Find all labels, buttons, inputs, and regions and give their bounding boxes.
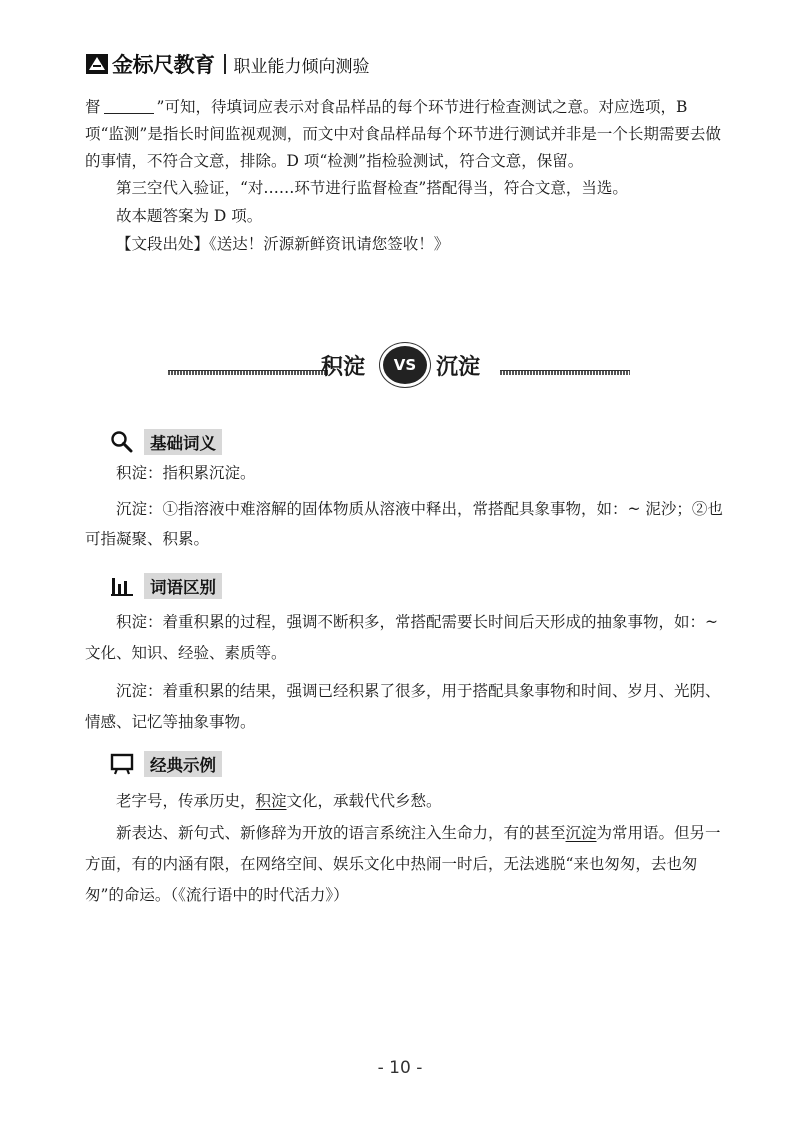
- section-diff-header: [110, 572, 222, 600]
- answer-conclusion: 故本题答案为 D 项。: [116, 207, 263, 225]
- section-example-title: 经典示例: [144, 751, 222, 777]
- header-separator: [224, 54, 226, 74]
- brand-name: 金标尺教育: [112, 53, 215, 77]
- example-1: 老字号，传承历史，积淀文化，承载代代乡愁。: [116, 792, 442, 810]
- divider-line-right: [500, 370, 630, 375]
- section-diff-title: 词语区别: [144, 573, 222, 599]
- compare-word-right: 沉淀: [436, 354, 481, 380]
- section-basic-header: [110, 428, 222, 456]
- example-2: 新表达、新句式、新修辞为开放的语言系统注入生命力，有的甚至沉淀为常用语。但另一方面，有的内涵有限，在网络空间、娱乐文化中热闹一时后，无法逃脱“来也匆匆，去也匆匆”的命运。（《流行语中的时代活力》）: [85, 824, 721, 904]
- header-subtitle: 职业能力倾向测验: [233, 56, 370, 77]
- source-citation: 【文段出处】《送达！沂源新鲜资讯请您签收！》: [116, 235, 450, 253]
- logo-icon: [86, 54, 108, 74]
- answer-paragraph-2: 第三空代入验证，“对……环节进行监督检查”搭配得当，符合文意，当选。: [116, 179, 628, 197]
- basic-meaning-2: 沉淀：①指溶液中难溶解的固体物质从溶液中释出，常搭配具象事物，如：~ 泥沙；②也可指凝聚、积累。: [85, 500, 723, 548]
- bar-chart-icon: [110, 574, 134, 598]
- vs-badge: VS: [383, 346, 427, 384]
- magnifier-icon: [110, 430, 134, 454]
- divider-line-left: [168, 370, 328, 375]
- underlined-word: 沉淀: [565, 824, 597, 842]
- underlined-word: 积淀: [255, 792, 287, 810]
- fill-blank: [104, 97, 154, 114]
- page-header: [86, 46, 370, 82]
- page-number: - 10 -: [377, 1058, 423, 1078]
- compare-word-left: 积淀: [321, 354, 366, 380]
- diff-paragraph-2: 沉淀：着重积累的结果，强调已经积累了很多，用于搭配具象事物和时间、岁月、光阴、情感、记忆等抽象事物。: [85, 682, 721, 731]
- diff-paragraph-1: 积淀：着重积累的过程，强调不断积多，常搭配需要长时间后天形成的抽象事物，如：~ 文化、知识、经验、素质等。: [85, 613, 718, 662]
- basic-meaning-1: 积淀：指积累沉淀。: [116, 464, 256, 482]
- word-compare-divider: [168, 340, 630, 396]
- display-board-icon: [110, 752, 134, 776]
- section-basic-title: 基础词义: [144, 429, 222, 455]
- answer-paragraph-1: 督 ”可知，待填词应表示对食品样品的每个环节进行检查测试之意。对应选项，B 项“监测”是指长时间监视观测，而文中对食品样品每个环节进行测试并非是一个长期需要去做的事情，不符合文意，排除。D 项“检测”指检验测试，符合文意，保留。: [85, 98, 721, 170]
- section-example-header: [110, 750, 222, 778]
